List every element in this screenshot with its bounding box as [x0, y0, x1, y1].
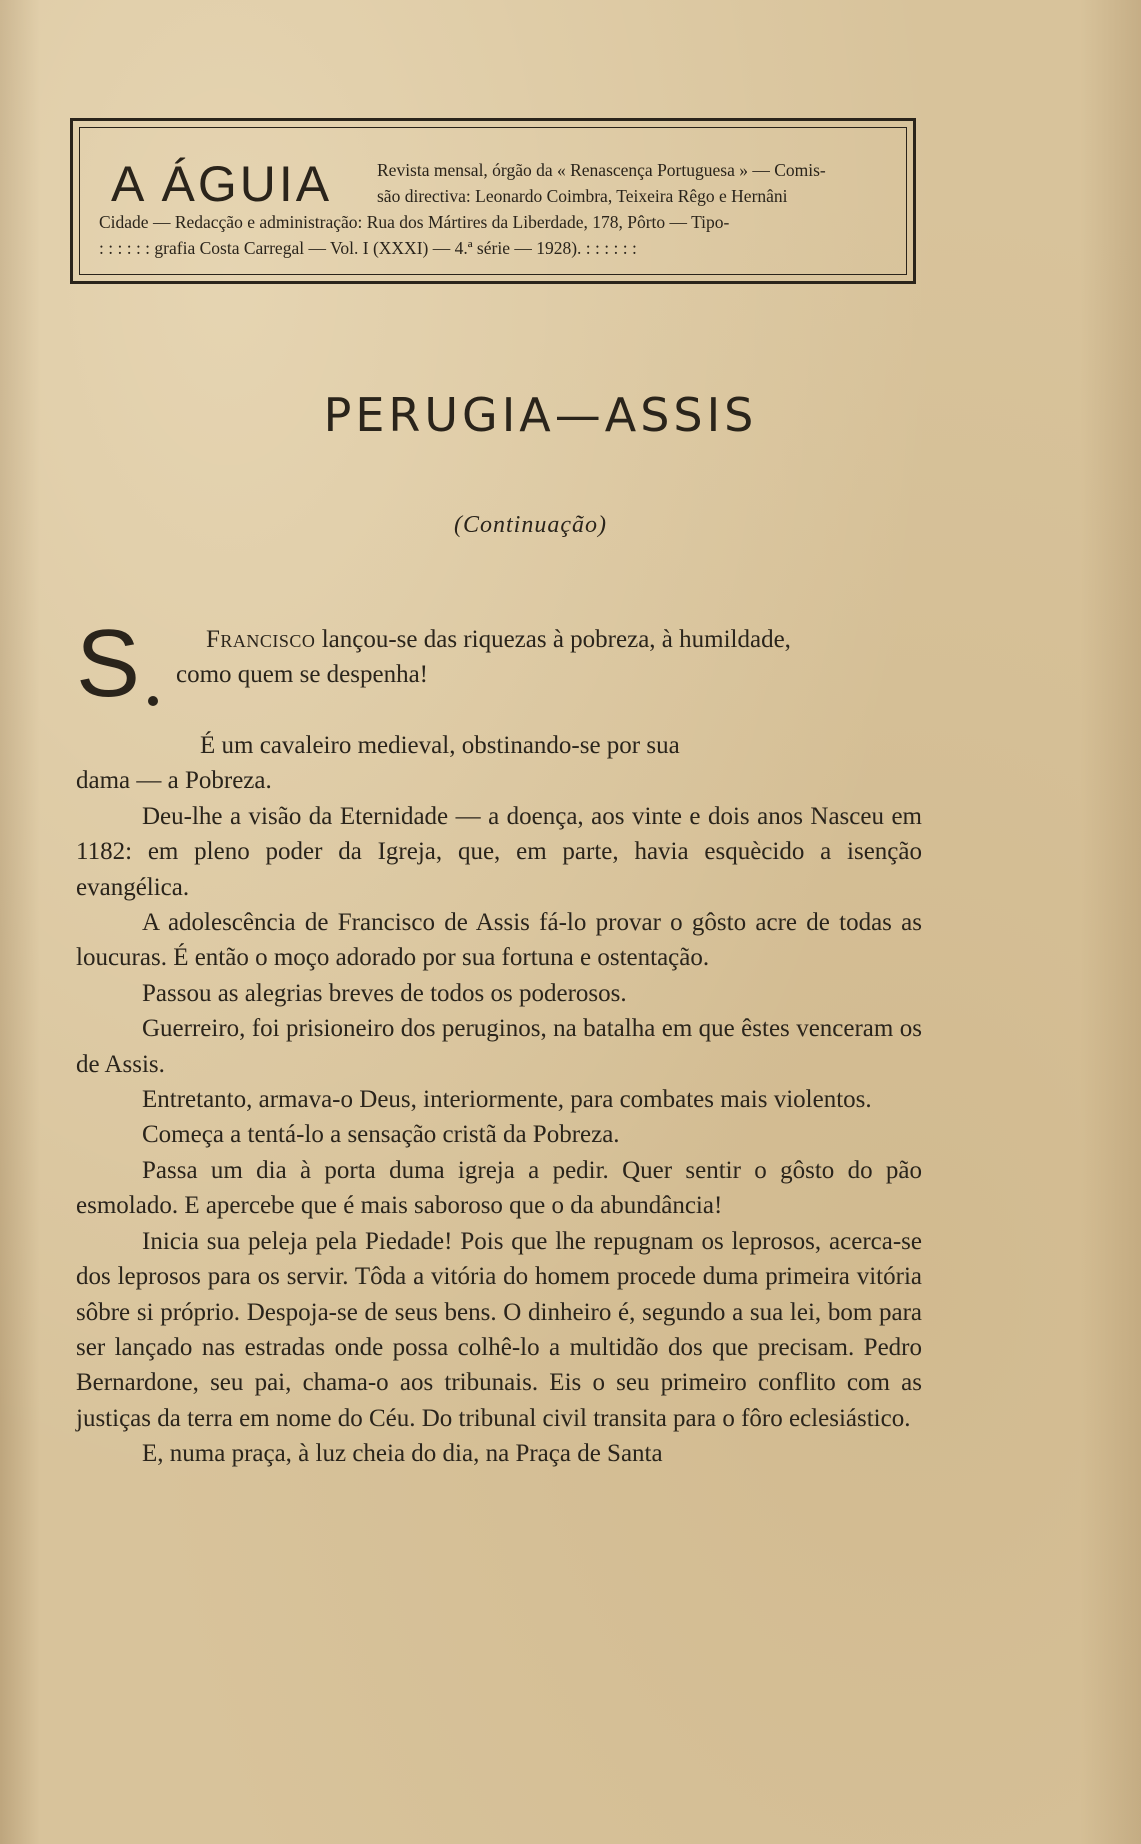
masthead-line-1: Revista mensal, órgão da « Renascença Portuguesa » — Comis- — [377, 160, 826, 180]
paragraph-cavaleiro — [76, 728, 922, 799]
masthead-info — [99, 157, 891, 261]
opening-line-1 — [176, 622, 922, 657]
paragraph: Deu-lhe a visão da Eternidade — a doença, aos vinte e dois anos Nasceu em 1182: em pleno poder da Igreja, que, em parte, havia esquècido a isenção evangélica. — [76, 802, 922, 901]
paragraph: Passou as alegrias breves de todos os poderosos. — [142, 979, 627, 1007]
article-body — [76, 610, 922, 1472]
article-subtitle: (Continuação) — [454, 512, 607, 538]
journal-logo: A ÁGUIA — [111, 156, 333, 212]
drop-cap-dot — [148, 696, 158, 706]
masthead-line-3: Cidade — Redacção e administração: Rua dos Mártires da Liberdade, 178, Pôrto — Tipo- — [99, 212, 730, 232]
masthead-line-2: são directiva: Leonardo Coimbra, Teixeira Rêgo e Hernâni — [377, 186, 788, 206]
paragraph: Inicia sua peleja pela Piedade! Pois que lhe repugnam os leprosos, acerca-se dos leprosos para os servir. Tôda a vitória do homem procede duma primeira vitória sôbre si próprio. Despoja-se de seus bens. O dinheiro é, segundo a sua lei, bom para ser lançado nas estradas onde possa colhê-lo a multidão dos que precisam. Pedro Bernardone, seu pai, chama-o aos tribunais. Eis o seu primeiro conflito com as justiças da terra em nome do Céu. Do tribunal civil transita para o fôro eclesiástico. — [76, 1227, 922, 1432]
masthead-box — [70, 118, 916, 284]
opening-line-1-rest: lançou-se das riquezas à pobreza, à humildade, — [315, 626, 791, 653]
opening-smallcaps: Francisco — [206, 626, 316, 653]
paragraph: Passa um dia à porta duma igreja a pedir. Quer sentir o gôsto do pão esmolado. E apercebe que é mais saboroso que o da abundância! — [76, 1156, 922, 1220]
article-title: PERUGIA—ASSIS — [323, 388, 758, 442]
masthead-line-4: : : : : : : grafia Costa Carregal — Vol. I (XXXI) — 4.ª série — 1928). : : : : : : — [99, 238, 637, 258]
opening-paragraph — [76, 610, 922, 728]
paragraph-cavaleiro-rest: dama — a Pobreza. — [76, 767, 272, 795]
paragraph: Entretanto, armava-o Deus, interiormente, para combates mais violentos. — [142, 1086, 872, 1114]
paragraph: Guerreiro, foi prisioneiro dos peruginos, na batalha em que êstes venceram os de Assis. — [76, 1015, 922, 1078]
paragraph: E, numa praça, à luz cheia do dia, na Praça de Santa — [142, 1440, 663, 1468]
drop-cap: S — [76, 610, 141, 717]
opening-line-2: como quem se despenha! — [176, 661, 429, 689]
paragraph: Começa a tentá-lo a sensação cristã da Pobreza. — [142, 1121, 620, 1149]
paragraph: A adolescência de Francisco de Assis fá-lo provar o gôsto acre de todas as loucuras. É então o moço adorado por sua fortuna e ostentação. — [76, 909, 922, 972]
paragraph-cavaleiro-line-1: É um cavaleiro medieval, obstinando-se por sua — [200, 732, 680, 759]
